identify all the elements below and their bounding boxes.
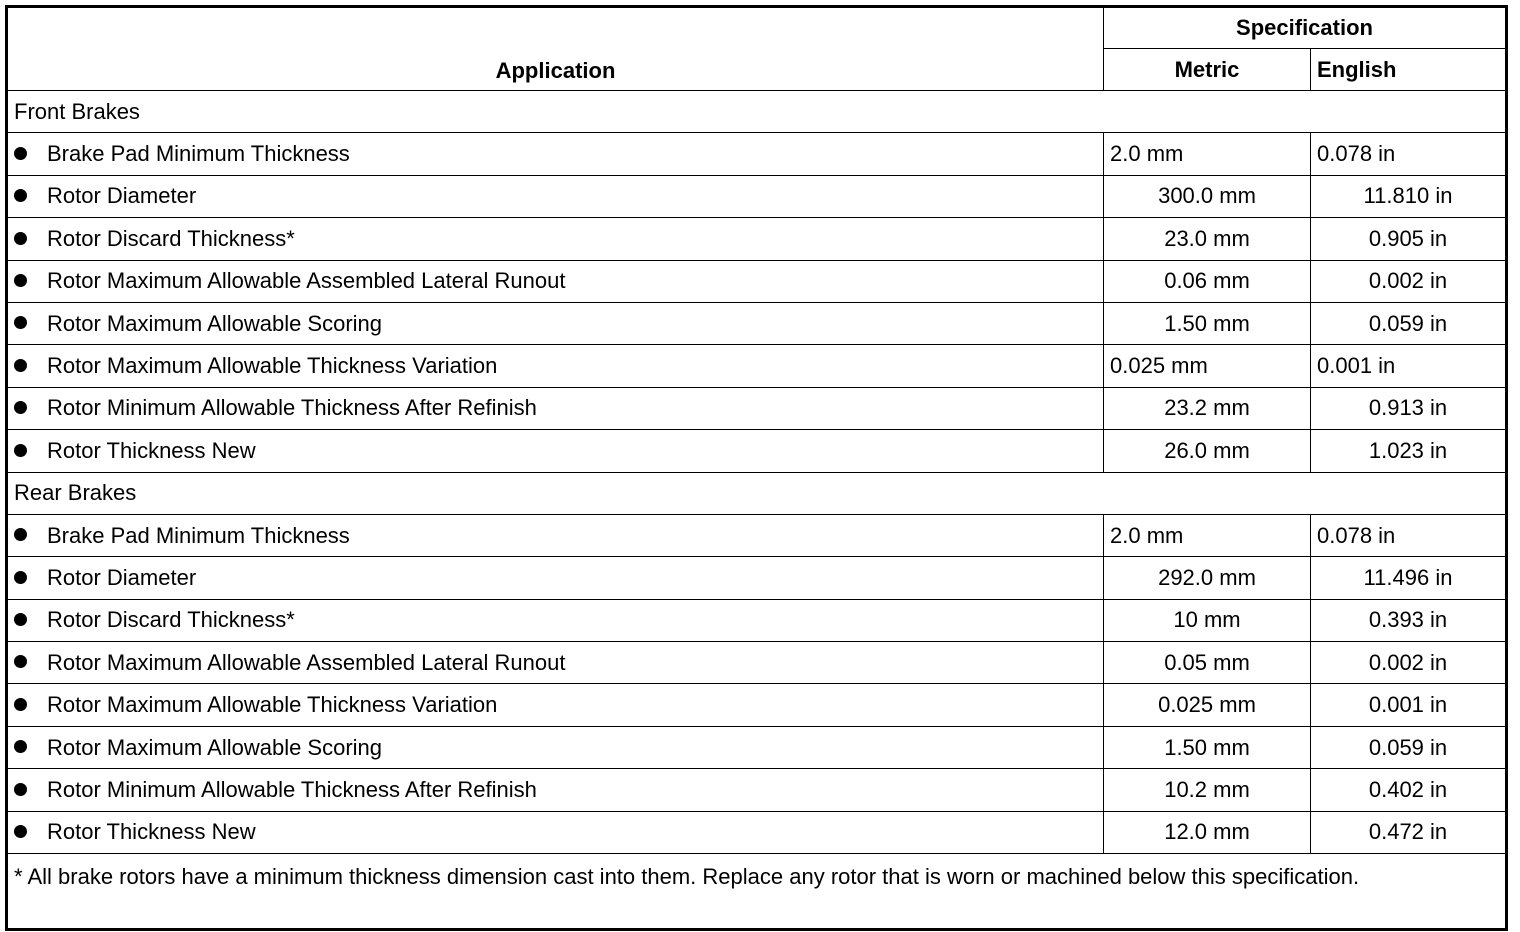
bullet-icon	[14, 528, 27, 541]
specification-header: Specification	[1104, 7, 1507, 49]
table-row	[7, 175, 1507, 217]
item-cell	[7, 811, 1104, 853]
table-row	[7, 260, 1507, 302]
item-cell	[7, 175, 1104, 217]
item-cell	[7, 642, 1104, 684]
bullet-icon	[14, 316, 27, 329]
table-row	[7, 599, 1507, 641]
bullet-icon	[14, 189, 27, 202]
item-label: Rotor Discard Thickness*	[47, 607, 295, 633]
item-cell	[7, 514, 1104, 556]
item-label: Rotor Maximum Allowable Assembled Lateral Runout	[47, 268, 566, 294]
english-header: English	[1311, 49, 1507, 91]
item-label: Rotor Diameter	[47, 564, 197, 590]
item-cell	[7, 260, 1104, 302]
item-cell	[7, 726, 1104, 768]
table-row	[7, 302, 1507, 344]
english-value: 0.001 in	[1311, 345, 1507, 387]
item-label: Rotor Minimum Allowable Thickness After Refinish	[47, 395, 537, 421]
metric-value: 2.0 mm	[1104, 133, 1311, 175]
metric-value: 0.05 mm	[1104, 642, 1311, 684]
metric-value: 2.0 mm	[1104, 514, 1311, 556]
metric-value: 0.025 mm	[1104, 345, 1311, 387]
english-value: 0.402 in	[1311, 769, 1507, 811]
bullet-icon	[14, 147, 27, 160]
bullet-icon	[14, 825, 27, 838]
english-value: 0.002 in	[1311, 260, 1507, 302]
metric-value: 23.0 mm	[1104, 218, 1311, 260]
metric-value: 12.0 mm	[1104, 811, 1311, 853]
item-cell	[7, 769, 1104, 811]
bullet-icon	[14, 571, 27, 584]
footnote-row	[7, 854, 1507, 930]
table-row	[7, 133, 1507, 175]
item-cell	[7, 557, 1104, 599]
metric-value: 300.0 mm	[1104, 175, 1311, 217]
metric-value: 1.50 mm	[1104, 726, 1311, 768]
item-label: Rotor Maximum Allowable Scoring	[47, 734, 383, 760]
english-value: 11.496 in	[1311, 557, 1507, 599]
item-cell	[7, 599, 1104, 641]
bullet-icon	[14, 655, 27, 668]
english-value: 0.393 in	[1311, 599, 1507, 641]
table-row	[7, 811, 1507, 853]
bullet-icon	[14, 783, 27, 796]
english-value: 0.078 in	[1311, 514, 1507, 556]
bullet-icon	[14, 613, 27, 626]
table-row	[7, 514, 1507, 556]
metric-header: Metric	[1104, 49, 1311, 91]
table-row	[7, 218, 1507, 260]
section-row-rear-brakes	[7, 472, 1507, 514]
bullet-icon	[14, 232, 27, 245]
table-row	[7, 345, 1507, 387]
metric-value: 10.2 mm	[1104, 769, 1311, 811]
item-label: Rotor Maximum Allowable Assembled Lateral Runout	[47, 649, 566, 675]
metric-value: 23.2 mm	[1104, 387, 1311, 429]
item-cell	[7, 430, 1104, 472]
table-row	[7, 726, 1507, 768]
english-value: 0.059 in	[1311, 302, 1507, 344]
item-cell	[7, 302, 1104, 344]
english-value: 0.472 in	[1311, 811, 1507, 853]
item-cell	[7, 218, 1104, 260]
table-row	[7, 642, 1507, 684]
section-title: Rear Brakes	[7, 472, 1507, 514]
table-row	[7, 387, 1507, 429]
section-row-front-brakes	[7, 91, 1507, 133]
metric-value: 0.025 mm	[1104, 684, 1311, 726]
bullet-icon	[14, 444, 27, 457]
item-cell	[7, 387, 1104, 429]
application-header: Application	[7, 7, 1104, 91]
metric-value: 1.50 mm	[1104, 302, 1311, 344]
item-cell	[7, 133, 1104, 175]
item-label: Rotor Thickness New	[47, 437, 256, 463]
item-cell	[7, 345, 1104, 387]
item-label: Rotor Diameter	[47, 183, 197, 209]
bullet-icon	[14, 274, 27, 287]
metric-value: 0.06 mm	[1104, 260, 1311, 302]
item-label: Rotor Maximum Allowable Thickness Variation	[47, 692, 498, 718]
english-value: 0.078 in	[1311, 133, 1507, 175]
brake-specification-table	[5, 5, 1508, 931]
bullet-icon	[14, 401, 27, 414]
bullet-icon	[14, 359, 27, 372]
footnote: * All brake rotors have a minimum thickness dimension cast into them. Replace any rotor that is worn or machined below this specification.	[7, 854, 1507, 930]
english-value: 0.905 in	[1311, 218, 1507, 260]
english-value: 0.913 in	[1311, 387, 1507, 429]
english-value: 0.002 in	[1311, 642, 1507, 684]
bullet-icon	[14, 698, 27, 711]
english-value: 0.059 in	[1311, 726, 1507, 768]
english-value: 1.023 in	[1311, 430, 1507, 472]
table-row	[7, 684, 1507, 726]
item-cell	[7, 684, 1104, 726]
bullet-icon	[14, 740, 27, 753]
item-label: Rotor Maximum Allowable Scoring	[47, 310, 383, 336]
table-row	[7, 430, 1507, 472]
item-label: Rotor Thickness New	[47, 819, 256, 845]
header-row	[7, 7, 1507, 49]
item-label: Brake Pad Minimum Thickness	[47, 141, 350, 167]
item-label: Rotor Maximum Allowable Thickness Variation	[47, 353, 498, 379]
english-value: 0.001 in	[1311, 684, 1507, 726]
item-label: Rotor Minimum Allowable Thickness After Refinish	[47, 776, 537, 802]
english-value: 11.810 in	[1311, 175, 1507, 217]
metric-value: 292.0 mm	[1104, 557, 1311, 599]
table-row	[7, 557, 1507, 599]
item-label: Rotor Discard Thickness*	[47, 225, 295, 251]
table-row	[7, 769, 1507, 811]
item-label: Brake Pad Minimum Thickness	[47, 522, 350, 548]
metric-value: 10 mm	[1104, 599, 1311, 641]
metric-value: 26.0 mm	[1104, 430, 1311, 472]
section-title: Front Brakes	[7, 91, 1507, 133]
